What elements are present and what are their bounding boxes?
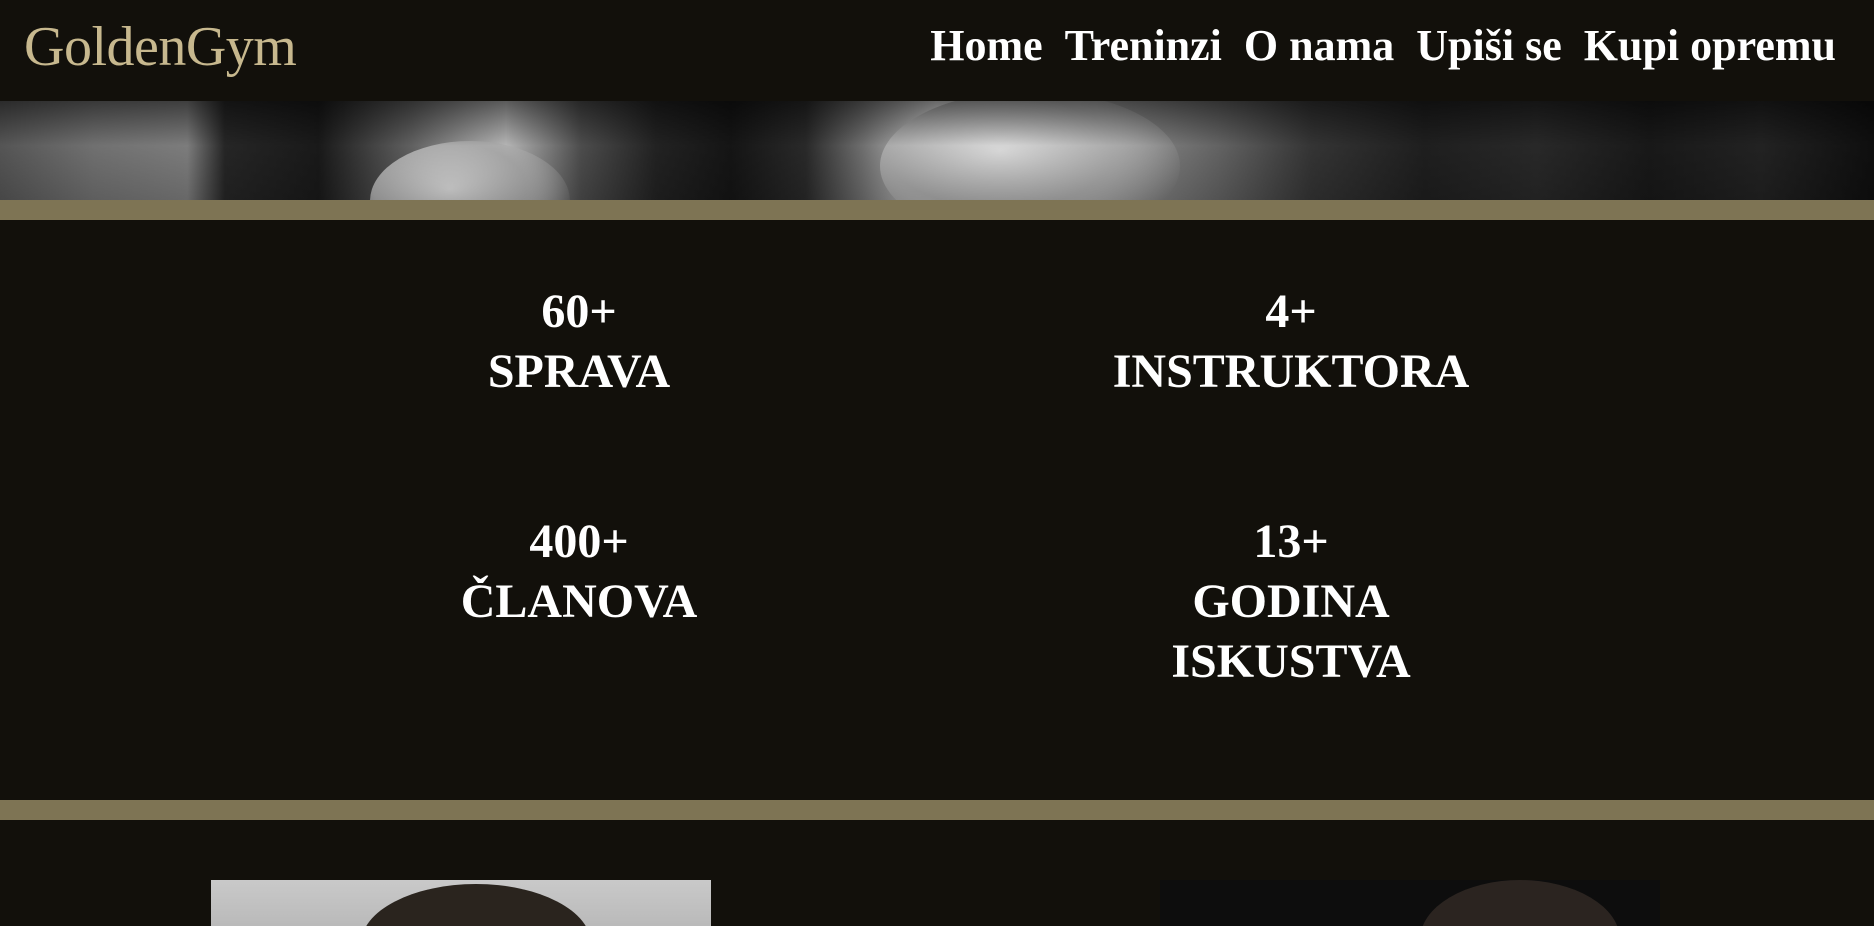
hair-shape [361,884,591,926]
nav-home[interactable]: Home [930,21,1043,70]
main-nav [930,20,1836,72]
stat-label: INSTRUKTORA [1112,345,1470,398]
stat-label: GODINA ISKUSTVA [1171,575,1411,688]
stat-number: 60+ [541,285,617,338]
stat-label: ČLANOVA [460,575,698,628]
divider-top [0,200,1874,220]
nav-treninzi[interactable]: Treninzi [1064,21,1222,70]
instructor-photo-man [211,880,711,926]
hero-shade [0,101,1874,200]
stat-clanova [319,512,839,632]
hero-image [0,101,1874,200]
team-section [0,820,1874,926]
instructor-photo-woman [1160,880,1660,926]
stat-sprava [319,282,839,402]
stat-number: 400+ [529,515,629,568]
stat-number: 4+ [1265,285,1317,338]
stat-number: 13+ [1253,515,1329,568]
stat-instruktora [1031,282,1551,402]
nav-upisi-se[interactable]: Upiši se [1416,21,1562,70]
nav-o-nama[interactable]: O nama [1243,21,1395,70]
divider-bottom [0,800,1874,820]
hair-shape [1420,880,1620,926]
nav-kupi-opremu[interactable]: Kupi opremu [1583,21,1836,70]
stat-label: SPRAVA [487,345,671,398]
stat-godina-iskustva [1031,512,1551,692]
navbar [0,0,1874,101]
logo[interactable]: GoldenGym [24,16,297,78]
stats-section [0,220,1874,800]
